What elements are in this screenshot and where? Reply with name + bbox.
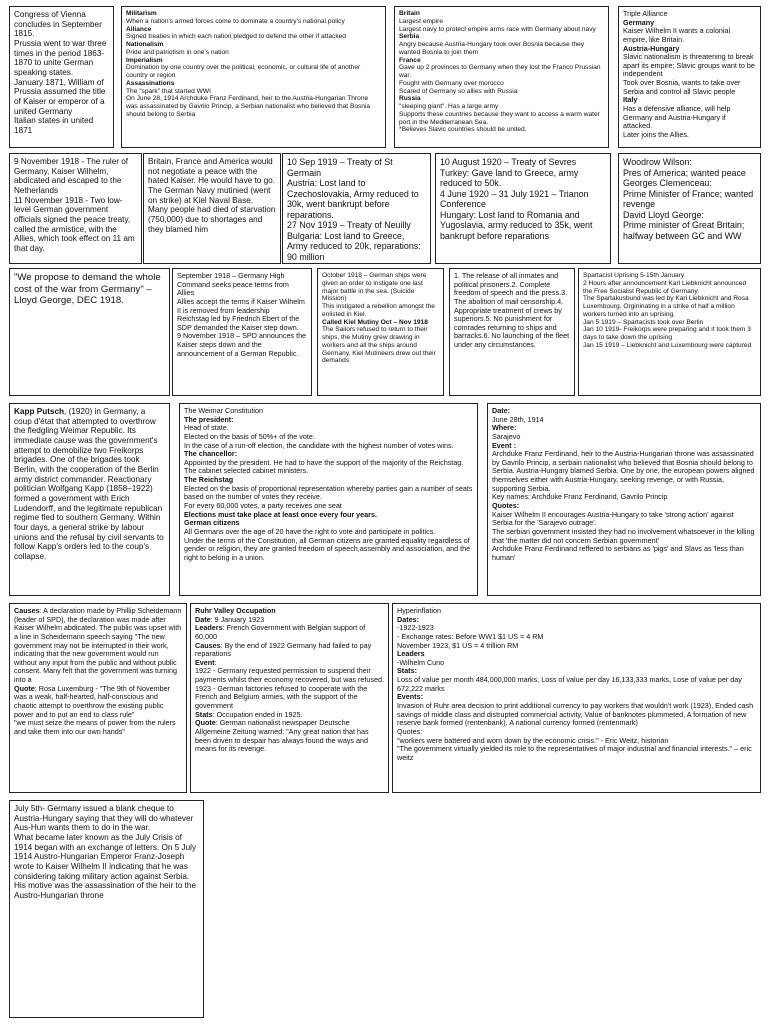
card-paragraph [397, 676, 756, 693]
card-heading: Serbia [399, 33, 420, 41]
republic-causes-card [9, 603, 187, 793]
countries-motives-card [394, 6, 609, 148]
card-text: Gave up 2 provinces to Germany when they lost the Franco Prussian war. Fought with Germany over morocco Scared of Germany so allies with Russia [399, 64, 601, 95]
card-text: Has a defensive alliance, will help Germany and Austria-Hungary if attacked. Later joins the Allies. [623, 104, 731, 139]
card-text: Kaiser Wilhelm II wants a colonial empire, like Britain. [623, 26, 731, 44]
card-text: Congress of Vienna concludes in September 1815. Prussia went to war three times in the period 1863-1870 to unite German speaking states. January 1871, William of Prussia assumed the title of Kaiser or emperor of a united Germany Italian states in united 1871 [14, 10, 107, 136]
card-text: Britain, France and America would not negotiate a peace with the hated Kaiser. He would have to go. The German Navy mutinied (went on strike) at Kiel Naval Base. Many people had died of starvation (750,000) due to shortages and they blamed him [148, 157, 276, 234]
card-paragraph [399, 33, 604, 41]
card-text: Angry because Austria-Hungary took over Bosnia because they wanted Bosnia to join them [399, 41, 585, 56]
spartacist-uprising-card [578, 268, 761, 396]
card-text: June 28th, 1914 [492, 414, 544, 424]
card-paragraph [399, 10, 604, 18]
card-text: , (1920) in Germany, a coup d'état that attempted to overthrow the fledgling Weimar Republic. Its immediate cause was the government's attempt to demobilize two Freikorps brigades. One of the brigades took Berlin, with the cooperation of the Berlin army district commander. Reactionary politician Wolfgang Kapp (1858–1922) formed a government with Erich Ludendorff, and the legitimate republican regime fled to southern Germany. Within four days, a general strike by labour unions and the refusal by civil servants to follow Kapp's orders led to the coup's collapse. [14, 407, 164, 562]
card-heading: Event : [492, 440, 516, 450]
card-paragraph [195, 624, 384, 641]
card-paragraph [492, 450, 756, 502]
card-paragraph [399, 18, 604, 34]
hyperinflation-card [392, 603, 761, 793]
card-heading: Leaders [397, 649, 425, 659]
card-heading: Leaders [195, 623, 223, 633]
card-text: 10 Sep 1919 – Treaty of St Germain Austria: Lost land to Czechoslovakia, Army reduced to 30k, went bankrupt before reparations. 27 Nov 1919 – Treaty of Neuilly Bulgaria: Lost land to Greece, Army reduced to 20k, reparations: 90 million [287, 157, 421, 262]
card-text: Triple Alliance [623, 9, 668, 18]
card-text: Pride and patriotism in one's nation [126, 48, 229, 56]
card-paragraph [322, 272, 439, 319]
card-paragraph [126, 33, 381, 41]
card-paragraph [492, 416, 756, 425]
card-paragraph [399, 57, 604, 65]
card-text: : German nationalist newspaper Deutsche Allgemeine Zeitung warned: "Any great nation that has been driven to despair has always found the ways and means for its revenge. [195, 718, 369, 754]
card-text: Signed treaties in which each nation pledged to defend the other if attacked [126, 33, 346, 41]
card-text: 9 November 1918 - The ruler of Germany, Kaiser Wilhelm, abdicated and escaped to the Netherlands 11 November 1918 - Two low-level German government officials signed the peace treaty, called the armistice, with the Allies, which took effect on 11 am that day. [14, 157, 135, 254]
card-text: Hyperinflation [397, 606, 441, 615]
card-heading: Germany [623, 17, 655, 27]
card-heading: Dates: [397, 614, 419, 624]
card-paragraph [126, 49, 381, 57]
card-text: Sarajevo [492, 431, 521, 441]
card-text: -1922-1923 - Exchange rates: Before WW1 $1 US = 4 RM November 1923, $1 US = 4 trillion RM [397, 623, 544, 650]
card-text: Elected on the basis of proportional representation whereby parties gain a number of seats based on the number of votes they receive. For every 60,000 votes, a party receives one seat [184, 483, 473, 511]
card-paragraph [397, 624, 756, 650]
card-text: The Weimar Constitution [184, 406, 263, 415]
card-text: Archduke Franz Ferdinand, heir to the Austria-Hungarian throne was assassinated by Gavrilo Princip, a serbain nationalist who believed that Bosnia should belong to Serbia. Austria-Hungary blamed Serbia. One by one, the european powers aligned themselves either with Austria-Hungary, seeking revenge, or with Russia, supporting Serbia. Key names: Archduke Franz Ferdinand, Gavrilo Princip [492, 449, 755, 502]
card-paragraph [399, 64, 604, 95]
card-paragraph [623, 105, 756, 140]
card-heading: The Reichstag [184, 475, 234, 485]
card-paragraph [184, 424, 473, 450]
card-paragraph [492, 433, 756, 442]
big-three-card [618, 153, 761, 264]
card-text: : A declaration made by Phillip Scheidemann (leader of SPD), the declaration was made after Kaiser Wilhelm abdicated. The public was upset with a line in Scheidemann speech saying "The new government may not be interrupted in their work, indicating that the new government would run without any input from the public and without public consent. Many felt that the government was turning into a [14, 606, 182, 685]
card-text: Slavic nationalism is threatening to break apart its empire; Slavic groups want to be independent Took over Bosnia, wants to take over Serbia and control all Slavic people [623, 52, 755, 96]
card-heading: The president: [184, 414, 234, 424]
card-text: Spartacist Uprising 5-15th January 2 Hours after announcement Karl Liebknicht announced the Free Socialist Republic of Germany. [583, 272, 747, 295]
card-paragraph [454, 272, 570, 350]
card-paragraph [492, 511, 756, 563]
card-text: Largest empire Largest navy to protect empire arms race with Germany about navy [399, 17, 596, 33]
card-paragraph [14, 607, 182, 685]
card-text: "sleeping giant". Has a large army Supports these countries because they want to access a warm water port in the Mediterranean Sea. *Believes Slavic countries should be united. [399, 103, 600, 134]
card-heading: Causes [195, 640, 221, 650]
card-text: 1. The release of all inmates and political prisoners.2. Complete freedom of speech and the press.3. The abolition of mail censorship.4. Appropriate treatment of crews by superiors.5. No punishment for comrades returning to ships and barracks.6. No launching of the fleet under any circumstances. [454, 271, 570, 350]
card-paragraph [126, 57, 381, 65]
high-command-peace-card [172, 268, 312, 396]
card-text: : Occupation ended in 1925. [212, 709, 303, 719]
card-heading: Called Kiel Mutiny Oct – Nov 1918 [322, 318, 428, 326]
card-paragraph [195, 719, 384, 754]
card-paragraph [126, 26, 381, 34]
card-text: Kaiser Wilhelm II encourages Austria-Hungary to take 'strong action' against Serbia for the 'Sarajevo outrage'. The serbian government insisted they had no involvement whatsoever in the killing that 'the matter did not concern Serbian government' Archduke Franz Ferdinand reffered to serbians as 'pigs' and Slavs as 'less than human' [492, 509, 755, 562]
card-paragraph [14, 804, 199, 901]
card-paragraph [397, 607, 756, 616]
card-heading: Austria-Hungary [623, 43, 680, 53]
congress-of-vienna-card [9, 6, 114, 148]
card-text: October 1918 – German ships were given an order to instigate one last major battle in the sea. (Suicide Mission) This instigated a rebellion amongst the enlisted in Kiel. [322, 272, 435, 318]
card-paragraph [14, 407, 165, 562]
card-text: All Germans over the age of 20 have the right to vote and participate in politics. Under the terms of the Constitution, all German citizens are granted equality regardless of gender or religion, they are granted freedom of speech,assembly and association, and the right to belong in a union. [184, 526, 471, 562]
card-paragraph [195, 659, 384, 711]
card-paragraph [583, 295, 756, 349]
card-text: When a nation's armed forces come to dominate a country's national policy [126, 17, 345, 25]
card-text: The "spark" that started WWI On June 28, 1914 Archduke Franz Ferdinand, heir to the Austria-Hungarian Throne was assassinated by Gavrilo Princip, a Serbian nationalist who believed that Bosnia should belong to Serbia [126, 87, 371, 118]
card-text: 10 August 1920 – Treaty of Sevres Turkey: Gave land to Greece, army reduced to 50k. 4 June 1920 – 31 July 1921 – Trianon Conference Hungary: Lost land to Romania and Yugoslavia, army reduced to 35k, went bankrupt before reparations [440, 157, 593, 241]
card-heading: Events: [397, 692, 423, 702]
card-heading: Causes [14, 606, 40, 615]
card-text: Appointed by the president. He had to have the support of the majority of the Reichstag. The cabinet selected cabinet ministers. [184, 457, 464, 476]
card-text: The Sailors refused to return to their ships, the Mutiny grew drawing in workers and all the ships around Germany. Kiel Mutineers drew out their demands [322, 326, 436, 365]
card-paragraph [126, 64, 381, 80]
ruhr-occupation-card [190, 603, 389, 793]
card-paragraph [177, 272, 307, 358]
card-paragraph [184, 511, 473, 528]
card-paragraph [14, 272, 165, 307]
card-text: : 9 January 1923 [210, 614, 265, 624]
card-heading: Kapp Putsch [14, 407, 65, 416]
card-paragraph [126, 80, 381, 88]
card-paragraph [184, 528, 473, 563]
mutineer-demands-card [449, 268, 575, 396]
card-paragraph [148, 157, 276, 234]
card-paragraph [322, 319, 439, 327]
card-paragraph [397, 650, 756, 659]
card-paragraph [14, 10, 109, 136]
kapp-putsch-card [9, 403, 170, 596]
triple-alliance-card [618, 6, 761, 148]
treaties-1920-card [435, 153, 611, 264]
card-paragraph [184, 485, 473, 511]
card-paragraph [322, 326, 439, 365]
card-paragraph [399, 41, 604, 57]
card-paragraph [126, 41, 381, 49]
card-paragraph [126, 10, 381, 18]
no-negotiated-peace-card [143, 153, 281, 264]
card-paragraph [623, 53, 756, 96]
card-text: Loss of value per month 484,000,000 marks, Loss of value per day 16,133,333 marks, Lose of value per day 672,222 marks [397, 675, 742, 693]
card-text: Domination by one country over the political, economic, or cultural life of another country or region [126, 64, 361, 80]
card-heading: Alliance [126, 25, 152, 33]
lloyd-george-quote-card [9, 268, 170, 396]
card-heading: France [399, 56, 421, 64]
card-heading: Stats: [397, 666, 417, 676]
card-heading: Nationalism [126, 41, 164, 49]
card-heading: Elections must take place at least once every four years. German citizens [184, 509, 377, 528]
card-heading: Italy [623, 95, 638, 105]
card-text: -Wilhelm Cuno [397, 657, 445, 667]
kiel-mutiny-card [317, 268, 444, 396]
card-paragraph [397, 702, 756, 762]
card-text: "We propose to demand the whole cost of the war from Germany" – Lloyd George, DEC 1918. [14, 272, 161, 306]
card-text: : 1922 - Germany requested permission to suspend their payments whilst their economy recovered, but was refused. 1923 - German factories refused to cooperate with the French and Belgium armies, with the support of the government [195, 657, 384, 711]
card-heading: Event [195, 657, 215, 667]
card-text: : By the end of 1922 Germany had failed to pay reparations [195, 640, 372, 659]
card-text: : Rosa Luxemburg - "The 9th of November was a weak, half-hearted, half-conscious and chaotic attempt to overthrow the existing public power and to put an end to class rule" "we must seize the means of power from the rulers and take them into our own hands" [14, 683, 176, 736]
card-paragraph [195, 642, 384, 659]
card-heading: Quote [195, 718, 216, 728]
card-paragraph [399, 95, 604, 103]
card-text: Woodrow Wilson: Pres of America; wanted peace Georges Clemenceau: Prime Minister of France; wanted revenge David Lloyd George: Prime minister of Great Britain; halfway between GC and WW [623, 157, 754, 241]
card-heading: Assassinations [126, 79, 175, 87]
card-paragraph [397, 616, 756, 625]
card-paragraph [14, 685, 182, 737]
card-paragraph [440, 157, 606, 241]
card-paragraph [397, 659, 756, 668]
card-paragraph [623, 157, 756, 241]
card-heading: Imperialism [126, 56, 163, 64]
card-heading: Where: [492, 423, 517, 433]
card-text: September 1918 – Germany High Command seeks peace terms from Allies Allies accept the terms if Kaiser Wilhelm II is removed from leadership Reichstag led by Friedrich Ebert of the SDP demanded the Kaiser step down. 9 November 1918 – SPD announces the Kaiser steps down and the announcement of a German Republic. [177, 271, 307, 358]
card-text: Invasion of Ruhr area decision to print additional currency to pay workers that wouldn't work (1923), Ended cash savings of middle class and distrupted commercial activity, Value of banknotes plummeted, A formation of new reserve bank formed (rentenbank), A national currency formed (rentenmark) Quotes: "workers were battered and worn down by the economic crisis." - Eric Weitz, historian "The government virtually yielded its role to the representatives of major industrial and financial interests." – eric weitz [397, 701, 754, 762]
card-paragraph [126, 18, 381, 26]
card-heading: Date [195, 614, 211, 624]
causes-of-war-card [121, 6, 386, 148]
card-paragraph [14, 157, 137, 254]
card-heading: Militarism [126, 10, 157, 17]
card-heading: Stats [195, 709, 213, 719]
card-heading: Russia [399, 95, 421, 103]
sarajevo-assassination-card [487, 403, 761, 596]
card-heading: Date: [492, 406, 510, 415]
card-heading: Quotes: [492, 501, 520, 511]
card-paragraph [492, 424, 756, 433]
card-text: : French Government with Belgian support of 60,000 [195, 623, 366, 641]
card-paragraph [184, 459, 473, 476]
card-paragraph [623, 27, 756, 44]
card-paragraph [583, 272, 756, 295]
blank-cheque-card [9, 800, 204, 1018]
card-paragraph [399, 103, 604, 134]
kaiser-abdication-card [9, 153, 142, 264]
card-paragraph [287, 157, 426, 262]
card-paragraph [126, 88, 381, 119]
card-text: The Spartakusbund was led by Karl Liebknicht and Rosa Luxembourg. Orgininating in a strike of half a million workers turned into an uprising. Jan 5 1919 – Spartacists took over Berlin Jan 10 1919- Freikorps were preparing and it took them 3 days to take down the uprising Jan 15 1919 – Liebknicht and Luxembourg were captured [583, 295, 752, 349]
card-text: Head of state. Elected on the basis of 50%+ of the vote. In the case of a run-off election, the candidate with the highest number of votes wins. [184, 423, 454, 450]
treaties-1919-card [282, 153, 431, 264]
card-heading: Britain [399, 10, 420, 17]
card-heading: Quote [14, 683, 35, 693]
card-heading: Ruhr Valley Occupation [195, 606, 276, 615]
card-heading: The chancellor: [184, 449, 238, 459]
card-text: July 5th- Germany issued a blank cheque to Austria-Hungary saying that they will do whatever Aus-Hun wants them to do in the war. What became later known as the July Crisis of 1914 began with an exchange of letters. On 5 July 1914 Austro-Hungarian Emperor Franz-Joseph wrote to Kaiser Wilhelm II indicating that he was considering taking military action against Serbia. His motive was the assassination of the heir to the Austro-Hungarian throne [14, 804, 197, 901]
weimar-constitution-card [179, 403, 478, 596]
